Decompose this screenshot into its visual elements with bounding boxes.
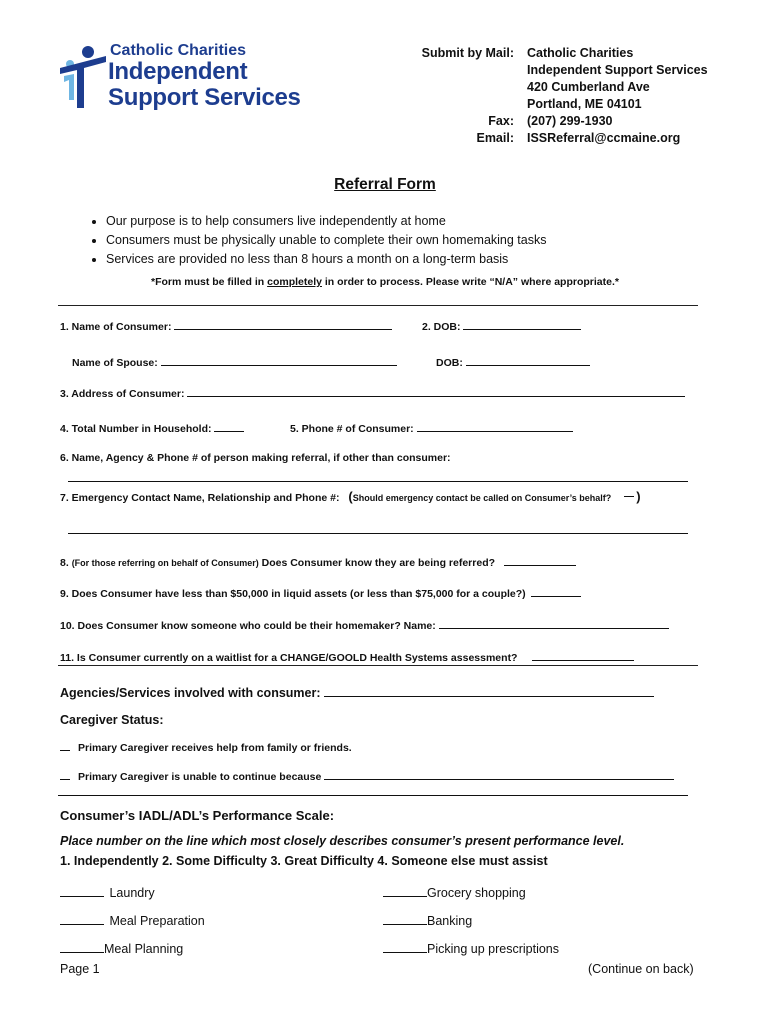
q7-label: 7. Emergency Contact Name, Relationship and Phone #: bbox=[60, 492, 340, 504]
spouse-dob-label: DOB: bbox=[436, 357, 463, 369]
divider bbox=[58, 665, 698, 666]
q5-label: 5. Phone # of Consumer: bbox=[290, 423, 414, 435]
caregiver-option-1-checkbox[interactable] bbox=[60, 739, 70, 751]
agencies-label: Agencies/Services involved with consumer: bbox=[60, 686, 321, 700]
mail-label: Submit by Mail: bbox=[421, 46, 514, 60]
waitlist-answer-field[interactable] bbox=[532, 649, 634, 661]
emergency-contact-field[interactable] bbox=[68, 533, 688, 534]
q7-row bbox=[60, 490, 641, 505]
spouse-dob-field[interactable] bbox=[466, 354, 590, 366]
logo-line2: Independent bbox=[108, 58, 248, 85]
spouse-row bbox=[72, 354, 397, 370]
caregiver-option-2-checkbox[interactable] bbox=[60, 768, 70, 780]
email-value: ISSReferral@ccmaine.org bbox=[527, 131, 681, 145]
consumer-dob-field[interactable] bbox=[463, 318, 581, 330]
task-meal-planning bbox=[60, 939, 183, 956]
note-after: in order to process. Please write “N/A” where appropriate.* bbox=[321, 276, 619, 288]
task-label: Banking bbox=[427, 914, 473, 928]
q8-row bbox=[60, 554, 576, 570]
q8-label: Does Consumer know they are being referred? bbox=[261, 557, 496, 569]
spouse-dob-row bbox=[436, 354, 590, 370]
task-prescriptions-field[interactable] bbox=[383, 939, 427, 953]
q2-row bbox=[422, 318, 581, 334]
q11-row bbox=[60, 649, 634, 665]
purpose-item: • Consumers must be physically unable to complete their own homemaking tasks bbox=[106, 231, 547, 250]
q3-row bbox=[60, 385, 685, 401]
caregiver-option-2 bbox=[60, 768, 674, 783]
q9-row bbox=[60, 585, 581, 601]
mail-address bbox=[527, 45, 708, 113]
note-emphasis: completely bbox=[267, 276, 322, 288]
caregiver-reason-field-2[interactable] bbox=[58, 795, 688, 796]
q1-label: 1. Name of Consumer: bbox=[60, 321, 172, 333]
purpose-list bbox=[58, 212, 547, 269]
task-grocery-shopping bbox=[383, 883, 526, 900]
logo-figure-icon bbox=[58, 42, 108, 114]
purpose-item: • Services are provided no less than 8 hours a month on a long-term basis bbox=[106, 250, 547, 269]
fax-value: (207) 299-1930 bbox=[527, 114, 613, 128]
task-banking bbox=[383, 911, 472, 928]
email-label: Email: bbox=[476, 131, 514, 145]
caregiver-option-1 bbox=[60, 739, 352, 754]
caregiver-option-2-label: Primary Caregiver is unable to continue because bbox=[78, 771, 322, 783]
mail-line: Portland, ME 04101 bbox=[527, 97, 642, 111]
q1-row bbox=[60, 318, 392, 334]
consumer-name-field[interactable] bbox=[174, 318, 392, 330]
q11-label: 11. Is Consumer currently on a waitlist for a CHANGE/GOOLD Health Systems assessment? bbox=[60, 652, 518, 664]
mail-line: Catholic Charities bbox=[527, 46, 634, 60]
form-title: Referral Form bbox=[334, 176, 436, 193]
homemaker-name-field[interactable] bbox=[439, 617, 669, 629]
scale-instruction: Place number on the line which most closely describes consumer’s present performance level. bbox=[60, 834, 625, 848]
task-meal-preparation-field[interactable] bbox=[60, 911, 104, 925]
q8-note: (For those referring on behalf of Consumer) bbox=[71, 558, 259, 568]
consumer-phone-field[interactable] bbox=[417, 420, 573, 432]
task-banking-field[interactable] bbox=[383, 911, 427, 925]
logo-line1: Catholic Charities bbox=[110, 42, 247, 59]
task-meal-preparation bbox=[60, 911, 205, 928]
q7-note: Should emergency contact be called on Consumer’s behalf? bbox=[352, 493, 612, 503]
q6-label: 6. Name, Agency & Phone # of person making referral, if other than consumer: bbox=[60, 452, 451, 464]
mail-line: Independent Support Services bbox=[527, 63, 708, 77]
agencies-field[interactable] bbox=[324, 683, 654, 697]
task-picking-up-prescriptions bbox=[383, 939, 559, 956]
divider bbox=[58, 305, 698, 306]
scale-heading: Consumer’s IADL/ADL’s Performance Scale: bbox=[60, 808, 335, 823]
purpose-item: • Our purpose is to help consumers live independently at home bbox=[106, 212, 547, 231]
q10-label: 10. Does Consumer know someone who could be their homemaker? Name: bbox=[60, 620, 436, 632]
agencies-row bbox=[60, 683, 654, 700]
q4-row bbox=[60, 420, 244, 436]
q4-label: 4. Total Number in Household: bbox=[60, 423, 212, 435]
q9-label: 9. Does Consumer have less than $50,000 in liquid assets (or less than $75,000 for a couple?) bbox=[60, 588, 526, 600]
q7-paren-close: ) bbox=[636, 489, 641, 504]
caregiver-heading: Caregiver Status: bbox=[60, 713, 164, 727]
task-meal-planning-field[interactable] bbox=[60, 939, 104, 953]
spouse-name-field[interactable] bbox=[161, 354, 397, 366]
q8-prefix: 8. bbox=[60, 557, 69, 569]
mail-line: 420 Cumberland Ave bbox=[527, 80, 650, 94]
task-label: Grocery shopping bbox=[427, 886, 526, 900]
q7-paren-open: ( bbox=[348, 489, 353, 504]
q5-row bbox=[290, 420, 573, 436]
task-label: Laundry bbox=[109, 886, 155, 900]
logo-line3: Support Services bbox=[108, 84, 301, 111]
task-label: Meal Preparation bbox=[109, 914, 205, 928]
q7-answer-field[interactable] bbox=[624, 496, 634, 497]
note-before: *Form must be filled in bbox=[151, 276, 268, 288]
page-number: Page 1 bbox=[60, 962, 100, 976]
q8-answer-field[interactable] bbox=[504, 554, 576, 566]
continue-note: (Continue on back) bbox=[588, 962, 694, 976]
q3-label: 3. Address of Consumer: bbox=[60, 388, 185, 400]
q2-label: 2. DOB: bbox=[422, 321, 461, 333]
completion-note bbox=[0, 276, 770, 288]
task-laundry bbox=[60, 883, 155, 900]
household-count-field[interactable] bbox=[214, 420, 244, 432]
caregiver-reason-field[interactable] bbox=[324, 768, 674, 780]
task-laundry-field[interactable] bbox=[60, 883, 104, 897]
referrer-field[interactable] bbox=[68, 481, 688, 482]
task-label: Meal Planning bbox=[104, 942, 184, 956]
caregiver-option-1-label: Primary Caregiver receives help from family or friends. bbox=[78, 742, 352, 754]
fax-label: Fax: bbox=[488, 114, 514, 128]
address-field[interactable] bbox=[187, 385, 685, 397]
scale-levels: 1. Independently 2. Some Difficulty 3. Great Difficulty 4. Someone else must assist bbox=[60, 854, 548, 868]
spouse-label: Name of Spouse: bbox=[72, 357, 158, 369]
q10-row bbox=[60, 617, 669, 633]
task-grocery-shopping-field[interactable] bbox=[383, 883, 427, 897]
task-label: Picking up prescriptions bbox=[427, 942, 560, 956]
q9-answer-field[interactable] bbox=[531, 585, 581, 597]
